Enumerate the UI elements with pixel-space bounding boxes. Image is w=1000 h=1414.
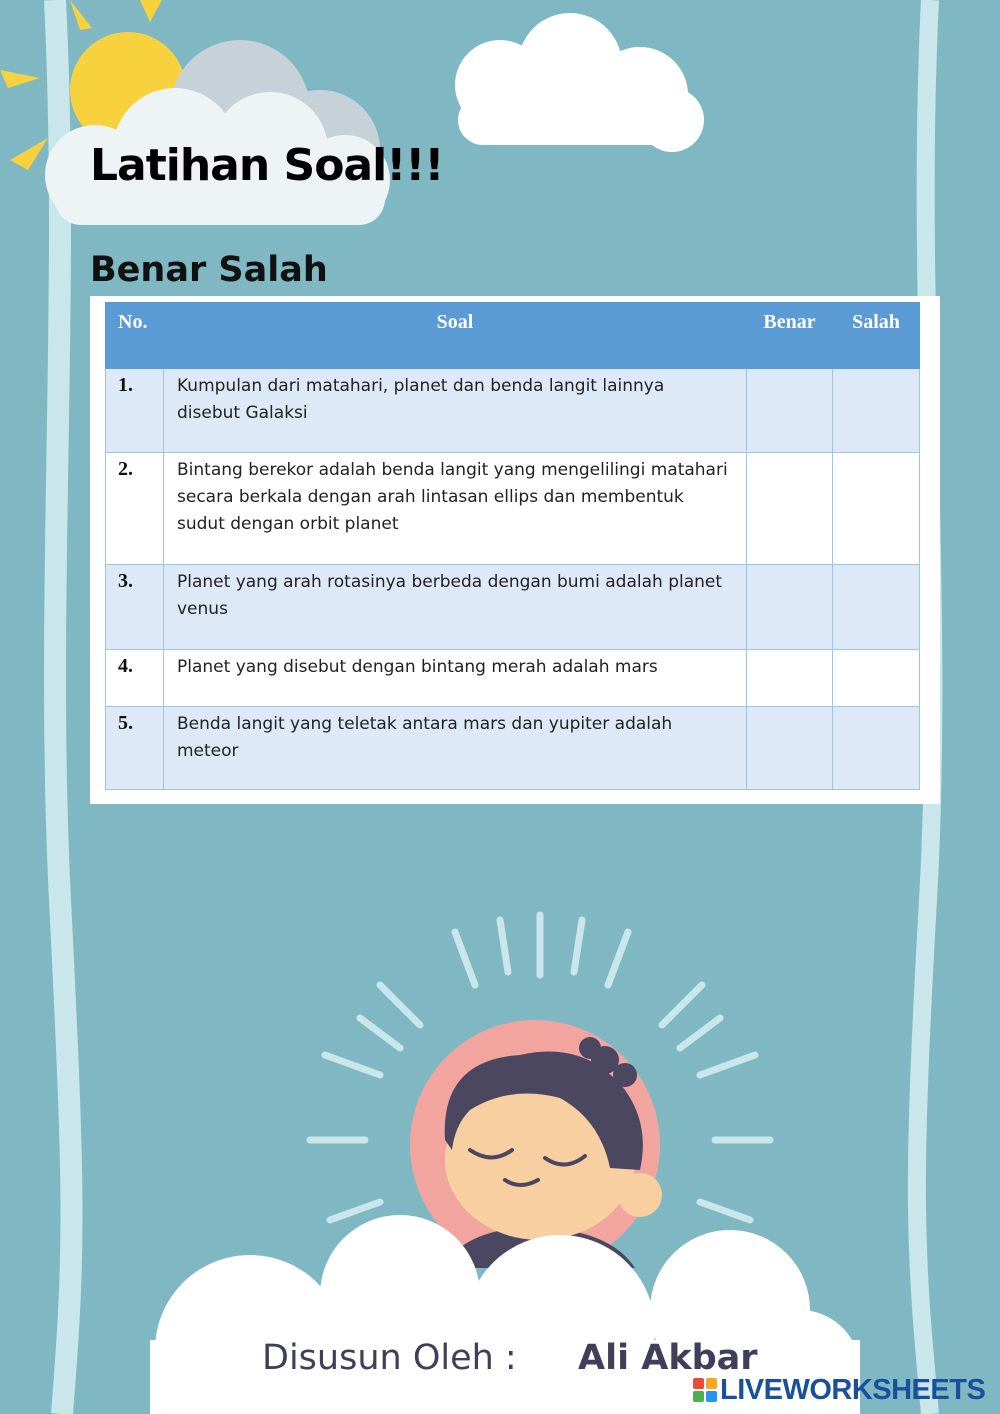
table-header-row [106, 303, 920, 369]
header-benar: Benar [747, 303, 833, 369]
liveworksheets-brand[interactable] [693, 1374, 985, 1406]
row-number: 4. [106, 650, 164, 707]
answer-salah-cell[interactable] [833, 650, 920, 707]
answer-benar-cell[interactable] [747, 707, 833, 790]
worksheet-subtitle: Benar Salah [90, 250, 328, 290]
table-row [106, 453, 920, 565]
header-salah: Salah [833, 303, 920, 369]
question-text: Benda langit yang teletak antara mars dan yupiter adalah meteor [164, 707, 747, 790]
question-text: Bintang berekor adalah benda langit yang mengelilingi matahari secara berkala dengan arah lintasan ellips dan membentuk sudut dengan orbit planet [164, 453, 747, 565]
question-text: Kumpulan dari matahari, planet dan benda langit lainnya disebut Galaksi [164, 369, 747, 453]
table-row [106, 650, 920, 707]
answer-benar-cell[interactable] [747, 453, 833, 565]
table-row [106, 369, 920, 453]
answer-benar-cell[interactable] [747, 369, 833, 453]
question-text: Planet yang arah rotasinya berbeda dengan bumi adalah planet venus [164, 565, 747, 650]
answer-benar-cell[interactable] [747, 565, 833, 650]
brand-name: LIVEWORKSHEETS [720, 1373, 986, 1406]
table-row [106, 565, 920, 650]
answer-salah-cell[interactable] [833, 453, 920, 565]
author-name: Ali Akbar [578, 1338, 758, 1378]
question-text: Planet yang disebut dengan bintang merah adalah mars [164, 650, 747, 707]
answer-benar-cell[interactable] [747, 650, 833, 707]
table-row [106, 707, 920, 790]
answer-salah-cell[interactable] [833, 369, 920, 453]
worksheet-title: Latihan Soal!!! [90, 140, 444, 191]
answer-salah-cell[interactable] [833, 565, 920, 650]
header-soal: Soal [164, 303, 747, 369]
row-number: 5. [106, 707, 164, 790]
liveworksheets-logo-icon [693, 1378, 717, 1402]
row-number: 2. [106, 453, 164, 565]
cloud-icon [455, 13, 704, 152]
header-no: No. [106, 303, 164, 369]
row-number: 3. [106, 565, 164, 650]
author-label: Disusun Oleh : [262, 1338, 517, 1378]
answer-salah-cell[interactable] [833, 707, 920, 790]
row-number: 1. [106, 369, 164, 453]
question-sheet [90, 296, 940, 804]
question-table [105, 302, 920, 790]
